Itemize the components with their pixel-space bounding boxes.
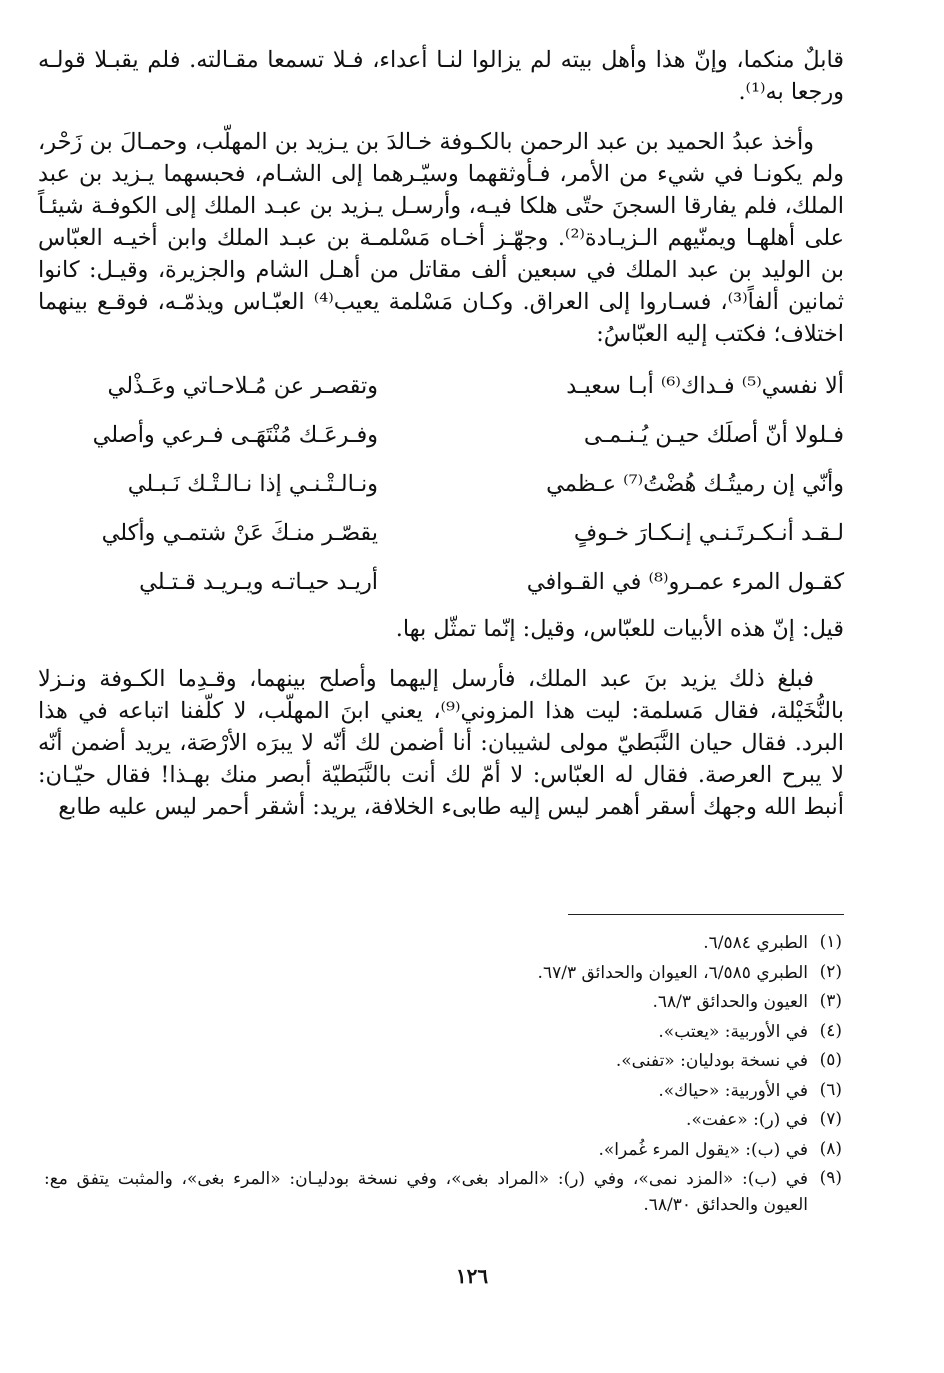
paragraph-3: قيل: إنّ هذه الأبيات للعبّاس، وقيل: إنّما تمثّل بها. — [395, 616, 844, 642]
footnote — [44, 928, 842, 958]
footnote-text: في نسخة بودليان: «تفنى». — [615, 1051, 808, 1071]
footnote-text: في (ر): «عفت». — [686, 1110, 808, 1130]
verse-first-hemistich: فـلولا أنّ أصلَك حيـن يُـنـمـى — [583, 422, 844, 448]
footnote-number: (٨) — [819, 1138, 842, 1159]
poem-verse — [38, 558, 844, 607]
footnote-number: (٦) — [819, 1079, 842, 1100]
footnote-divider — [568, 914, 844, 915]
footnote-text: في الأوربية: «حياك». — [658, 1080, 808, 1101]
verse-second-hemistich: وفـرعَـك مُنْتَهَـى فـرعي وأصلي — [92, 422, 378, 448]
paragraph-4: فبلغ ذلك يزيد بنَ عبد الملك، فأرسل إليهما وأصلح بينهما، وقـدِما الكـوفة ونـزلا بالنُّخَيْلة، فقال مَسلمة: ليت هذا المزوني⁽⁹⁾، يعني ابنَ المهلّب، لا كلّفنا اتباعه في هذا البرد. فقال حيان النَّبَطيّ مولى لشيبان: أنا أضمن لك أنّه لا يبرَه الأرْصَة، يريد أضمن أنّه لا يبرح العرصة. فقال له العبّاس: لا أمّ لك أنت بالنَّبَطيّة أبصر منك بهـذا! فقال حيّـان: أنبط الله وجهك أسقر أهمر ليس إليه طابىء الخلافة، يريد: أشقر أحمر ليس عليه طابع — [38, 666, 844, 820]
verse-first-hemistich: كقـول المرء عمـرو⁽⁸⁾ في القـوافي — [526, 569, 844, 595]
verse-second-hemistich: أريـد حيـاتـه ويـريـد قـتـلي — [139, 569, 378, 595]
paragraph-1: قابلٌ منكما، وإنّ هذا وأهل بيته لم يزالوا لنـا أعداء، فـلا تسمعا مقـالته. فلم يقبـلا قولـه ورجعا به⁽¹⁾. — [38, 47, 844, 105]
footnote-number: (٢) — [819, 961, 842, 982]
verse-second-hemistich: يقصّـر منـكَ عَنْ شتمـي وأكلي — [101, 520, 378, 546]
main-text — [38, 44, 844, 823]
footnote — [44, 958, 842, 988]
footnote-number: (٤) — [819, 1020, 842, 1041]
paragraph-2: وأخذ عبدُ الحميد بن عبد الرحمن بالكـوفة خـالدَ بن يـزيد بن المهلّب، وحمـالَ بن زَحْر، ولم يكونـا في شيء من الأمر، فـأوثقهما وسيّـرهما إلى الشـام، فحبسهما يـزيد بن عبد الملك، فلم يفارقا السجنَ حتّى هلكا فيـه، وأرسـل يـزيد بن عبـد الملك إلى الكوفـة شيئـاً على أهلهـا ويمنّيهم الـزيـادة⁽²⁾. وجهّـز أخـاه مَسْلمـة بن عبـد الملك وابن أخيـه العبّاس بن الوليد بن عبد الملك في سبعين ألف مقاتل من أهـل الشام والجزيرة، وقيـل: كانوا ثمانين ألفاً⁽³⁾، فسـاروا إلى العراق. وكـان مَسْلمة يعيب⁽⁴⁾ العبّـاس ويذمّـه، فوقـع بينهما اختلاف؛ فكتب إليه العبّاسُ: — [38, 129, 844, 347]
footnote-text: الطبري ٦/٥٨٤. — [703, 933, 808, 953]
footnotes — [44, 928, 842, 1218]
footnote-number: (١) — [819, 932, 842, 952]
verse-second-hemistich: ونـالـتْـنـي إذا نـالـتْـك نَـبـلي — [127, 471, 378, 497]
page-number: ١٢٦ — [455, 1264, 489, 1288]
verse-first-hemistich: وأنّي إن رميتُـك هُضْتُ⁽⁷⁾ عـظمي — [546, 471, 844, 497]
footnote — [44, 1164, 842, 1218]
footnote — [44, 1046, 842, 1076]
footnote-number: (٣) — [819, 991, 842, 1011]
footnote — [44, 987, 842, 1017]
footnote-text: العيون والحدائق ٦٨/٣. — [652, 992, 808, 1012]
footnote-text: في (ب): «يقول المرء غُمرا». — [598, 1139, 808, 1160]
poem — [38, 362, 844, 607]
footnote-number: (٥) — [819, 1050, 842, 1070]
footnote-text: في (ب): «المزد نمى»، وفي (ر): «المراد بغى»، وفي نسخة بودليـان: «المرء بغى»، والمثبت يتفق مع: العيون والحدائق ٦٨/٣٠. — [44, 1169, 808, 1215]
footnote-number: (٩) — [819, 1168, 842, 1188]
footnote-text: في الأوربية: «يعتب». — [658, 1021, 808, 1042]
footnote — [44, 1076, 842, 1106]
verse-first-hemistich: ألا نفسي⁽⁵⁾ فـداك⁽⁶⁾ أبـا سعيـد — [566, 373, 844, 399]
poem-verse — [38, 362, 844, 411]
footnote — [44, 1017, 842, 1047]
footnote — [44, 1135, 842, 1165]
poem-verse — [38, 411, 844, 460]
footnote-text: الطبري ٦/٥٨٥، العيوان والحدائق ٦٧/٣. — [537, 962, 808, 983]
poem-verse — [38, 460, 844, 509]
footnote-number: (٧) — [819, 1109, 842, 1129]
verse-first-hemistich: لـقـد أنـكـرتَـنـي إنـكـارَ خـوفٍ — [573, 520, 844, 546]
verse-second-hemistich: وتقصـر عن مُـلاحـاتي وعَـذْلي — [107, 373, 378, 399]
poem-verse — [38, 509, 844, 558]
footnote — [44, 1105, 842, 1135]
